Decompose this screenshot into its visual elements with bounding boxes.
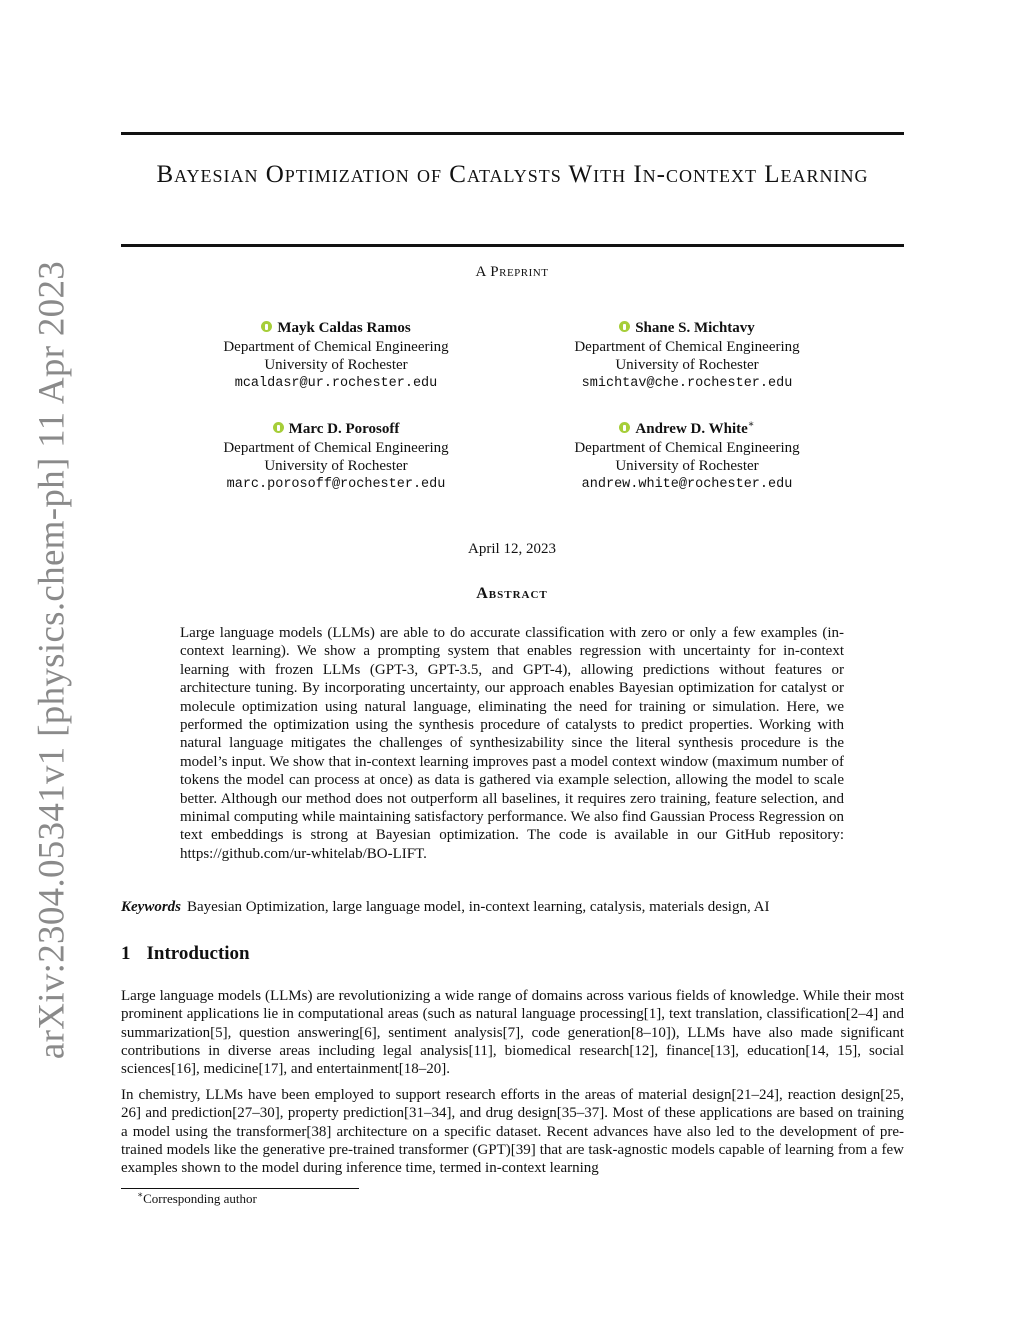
section-heading (121, 943, 250, 965)
orcid-icon[interactable] (619, 422, 630, 433)
author-university: University of Rochester (264, 357, 408, 373)
author-name: Shane S. Michtavy (635, 320, 755, 336)
footnote-mark: ∗ (137, 1189, 144, 1200)
author-university: University of Rochester (615, 458, 759, 474)
author-university: University of Rochester (615, 357, 759, 373)
abstract-text: Large language models (LLMs) are able to do accurate classification with zero or only a few examples (in-context learning). We show a prompting system that enables regression with uncertainty for in-context learning with frozen LLMs (GPT-3, GPT-3.5, and GPT-4), allowing predictions without features or architecture tuning. By incorporating uncertainty, our approach enables Bayesian optimization for catalyst or molecule optimization using natural language, eliminating the need for training or simulation. Here, we performed the optimization using the synthesis procedure of catalysts to predict properties. Working with natural language mitigates the challenges of synthesizability since the literal synthesis procedure is the model’s input. We show that in-context learning improves past a model context window (maximum number of tokens the model can process at once) as data is gathered via example selection, allowing the model to scale better. Although our method does not outperform all baselines, it requires zero training, feature selection, and minimal computing while maintaining satisfactory performance. We also find Gaussian Process Regression on text embeddings is strong at Bayesian optimization. The code is available in our GitHub repository: https://github.com/ur-whitelab/BO-LIFT. (180, 625, 844, 862)
section-title: Introduction (146, 943, 250, 964)
author-email[interactable]: marc.porosoff@rochester.edu (226, 476, 446, 492)
publication-date: April 12, 2023 (468, 541, 556, 557)
footnote-rule (121, 1188, 359, 1189)
abstract-heading: Abstract (476, 585, 548, 602)
author-department: Department of Chemical Engineering (223, 439, 449, 456)
keywords-label: Keywords (121, 899, 181, 915)
author-block (527, 319, 847, 393)
title-rule-top (121, 132, 904, 135)
orcid-icon[interactable] (273, 422, 284, 433)
paper-title: Bayesian Optimization of Catalysts With In-context Learning (156, 161, 869, 188)
author-email[interactable]: mcaldasr@ur.rochester.edu (234, 375, 438, 391)
author-email[interactable]: smichtav@che.rochester.edu (581, 375, 793, 391)
body-paragraph: In chemistry, LLMs have been employed to support research efforts in the areas of material design[21–24], reaction design[25, 26] and prediction[27–30], property prediction[31–34], and drug design[35–37]. Most of these applications are based on training a model using the transformer[38] architecture on a specific dataset. Recent advances have also led to the development of pre-trained models like the generative pre-trained transformer (GPT)[39] that are task-agnostic models capable of learning from a few examples shown to the model during inference time, termed in-context learning (121, 1087, 904, 1177)
title-rule-bottom (121, 244, 904, 247)
preprint-label: A Preprint (475, 264, 549, 280)
author-name: Marc D. Porosoff (288, 421, 400, 437)
arxiv-identifier-stamp: arXiv:2304.05341v1 [physics.chem-ph] 11 Apr 2023 (31, 260, 73, 1060)
orcid-icon[interactable] (619, 321, 630, 332)
author-department: Department of Chemical Engineering (223, 338, 449, 355)
section-number: 1 (121, 943, 131, 964)
body-paragraph: Large language models (LLMs) are revolutionizing a wide range of domains across various fields of knowledge. While their most prominent applications lie in computational areas (such as natural language processing[1], text translation, classification[2–4] and summarization[5], question answering[6], sentiment analysis[7], code generation[8–10]), LLMs have also made significant contributions in diverse areas including legal analysis[11], biomedical research[12], finance[13], education[14, 15], social sciences[16], medicine[17], and entertainment[18–20]. (121, 988, 904, 1078)
footnote-text: Corresponding author (143, 1191, 257, 1206)
author-block (176, 319, 496, 393)
author-mark: ∗ (747, 419, 755, 430)
author-block (176, 420, 496, 494)
author-email[interactable]: andrew.white@rochester.edu (581, 476, 793, 492)
author-name: Andrew D. White (635, 421, 748, 437)
footnote (137, 1191, 257, 1207)
author-department: Department of Chemical Engineering (574, 439, 800, 456)
author-university: University of Rochester (264, 458, 408, 474)
author-department: Department of Chemical Engineering (574, 338, 800, 355)
author-name: Mayk Caldas Ramos (277, 320, 411, 336)
author-block (527, 420, 847, 494)
keywords-text: Bayesian Optimization, large language model, in-context learning, catalysis, materials design, AI (187, 899, 770, 915)
orcid-icon[interactable] (261, 321, 272, 332)
keywords-line (121, 899, 904, 916)
